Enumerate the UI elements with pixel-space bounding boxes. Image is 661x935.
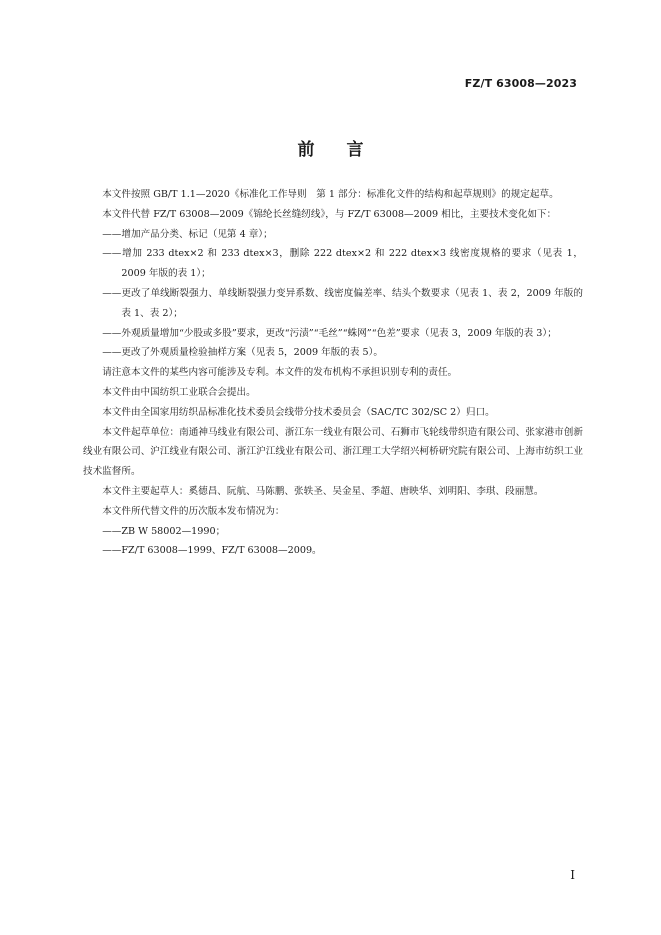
document-body xyxy=(83,185,583,561)
history-item: ——ZB W 58002—1990； xyxy=(102,525,226,537)
paragraph-proposer: 本文件由中国纺织工业联合会提出。 xyxy=(102,386,256,398)
paragraph-history-intro: 本文件所代替文件的历次版本发布情况为： xyxy=(102,505,285,517)
paragraph-drafting-rules: 本文件按照 GB/T 1.1—2020《标准化工作导则 第 1 部分：标准化文件的结构和起草规则》的规定起草。 xyxy=(102,189,559,200)
change-item: ——更改了单线断裂强力、单线断裂强力变异系数、线密度偏差率、结头个数要求（见表 1、表 2，2009 年版的表 1、表 2）； xyxy=(102,287,583,319)
history-item: ——FZ/T 63008—1999、FZ/T 63008—2009。 xyxy=(102,545,322,557)
page-title: 前言 xyxy=(297,140,396,160)
page-number: I xyxy=(570,868,575,882)
paragraph-replacement: 本文件代替 FZ/T 63008—2009《锦纶长丝缝纫线》，与 FZ/T 63008—2009 相比，主要技术变化如下： xyxy=(102,208,557,220)
paragraph-patent-notice: 请注意本文件的某些内容可能涉及专利。本文件的发布机构不承担识别专利的责任。 xyxy=(102,367,458,379)
change-item: ——外观质量增加“少股或多股”要求，更改“污渍”“毛丝”“蛛网”“色差”要求（见表 3，2009 年版的表 3）； xyxy=(102,327,557,339)
standard-code: FZ/T 63008—2023 xyxy=(464,77,577,90)
paragraph-drafting-units: 本文件起草单位：南通神马线业有限公司、浙江东一线业有限公司、石狮市飞轮线带织造有限公司、张家港市创新线业有限公司、沪江线业有限公司、浙江沪江线业有限公司、浙江理工大学绍兴柯桥研究院有限公司、上海市纺织工业技术监督所。 xyxy=(83,426,583,478)
change-item: ——增加 233 dtex×2 和 233 dtex×3，删除 222 dtex×2 和 222 dtex×3 线密度规格的要求（见表 1，2009 年版的表 1）； xyxy=(102,248,583,280)
change-item: ——增加产品分类、标记（见第 4 章）； xyxy=(102,228,273,240)
paragraph-drafters: 本文件主要起草人：奚德昌、阮航、马陈鹏、张轶圣、吴金星、季超、唐映华、刘明阳、李琪、段丽慧。 xyxy=(102,485,544,497)
change-item: ——更改了外观质量检验抽样方案（见表 5，2009 年版的表 5）。 xyxy=(102,347,384,359)
paragraph-committee: 本文件由全国家用纺织品标准化技术委员会线带分技术委员会（SAC/TC 302/SC 2）归口。 xyxy=(102,406,495,418)
